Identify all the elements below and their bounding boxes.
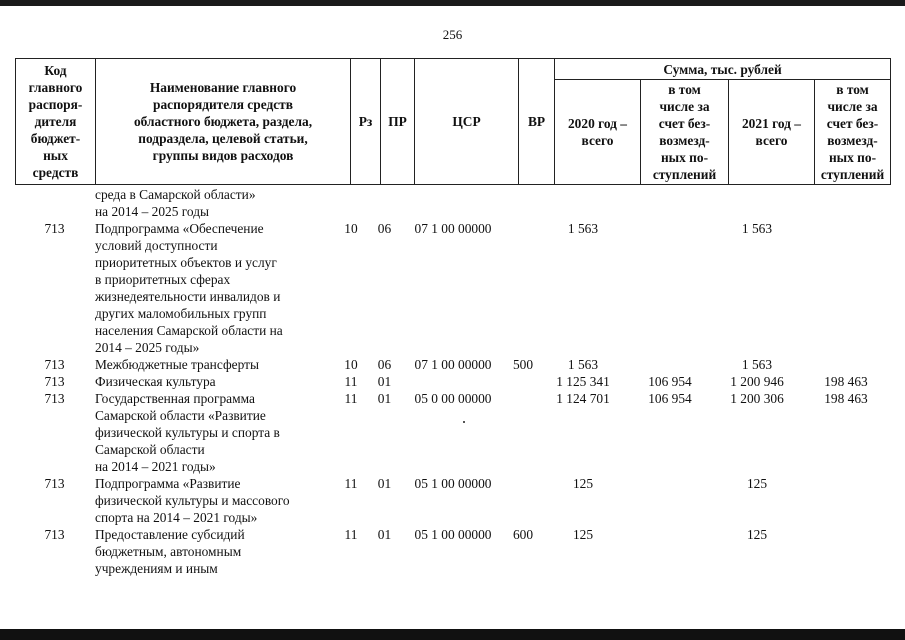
cell-name-line: Предоставление субсидий	[95, 527, 245, 542]
table-row	[15, 475, 890, 526]
cell-name-line: Государственная программа	[95, 391, 255, 406]
cell-name-line: в приоритетных сферах	[95, 272, 231, 287]
header-2020-total: 2020 год – всего	[555, 80, 641, 185]
cell-pr: 01	[377, 374, 392, 389]
table-row	[15, 390, 890, 475]
cell-2021-total: 1 200 946	[730, 374, 784, 389]
scan-edge-top	[0, 0, 905, 6]
cell-2020-total: 1 125 341	[556, 374, 610, 389]
cell-name-line: Подпрограмма «Развитие	[95, 476, 241, 491]
cell-name	[95, 356, 350, 373]
cell-2020-total: 1 563	[567, 357, 599, 372]
cell-name	[95, 475, 350, 526]
cell-vr: 500	[512, 357, 534, 372]
cell-2021-total: 125	[746, 527, 768, 542]
cell-kod: 713	[44, 476, 65, 491]
cell-csr: 07 1 00 00000	[414, 357, 492, 372]
table-header	[15, 58, 891, 185]
cell-name-line: населения Самарской области на	[95, 323, 283, 338]
cell-name-line: среда в Самарской области»	[95, 187, 256, 202]
cell-rz: 10	[344, 221, 358, 236]
cell-csr: 07 1 00 00000	[414, 221, 492, 236]
page-number: 256	[442, 27, 463, 42]
cell-pr: 01	[377, 391, 392, 406]
cell-name-line: условий доступности	[95, 238, 218, 253]
table-row	[15, 220, 890, 356]
table-row	[15, 186, 890, 220]
cell-rz: 10	[344, 357, 358, 372]
cell-kod: 713	[44, 357, 65, 372]
cell-csr: 05 0 00 00000	[414, 391, 492, 406]
cell-name-line: учреждениям и иным	[95, 561, 218, 576]
cell-2020-total: 125	[572, 527, 594, 542]
cell-name	[95, 186, 350, 220]
cell-2020-total: 125	[572, 476, 594, 491]
cell-pr: 01	[377, 527, 392, 542]
cell-rz: 11	[344, 374, 358, 389]
header-kod-lines: Код главного распоря- дителя бюджет- ных средств	[28, 63, 83, 180]
cell-name-line: Самарской области «Развитие	[95, 408, 266, 423]
cell-2020-total: 1 124 701	[556, 391, 610, 406]
cell-pr: 01	[377, 476, 392, 491]
cell-name-line: Межбюджетные трансферты	[95, 357, 259, 372]
cell-2020-gratuitous: 106 954	[648, 391, 692, 406]
scan-speck	[463, 421, 465, 423]
cell-2021-total: 1 200 306	[730, 391, 784, 406]
cell-name-line: жизнедеятельности инвалидов и	[95, 289, 281, 304]
cell-name-line: Физическая культура	[95, 374, 216, 389]
cell-name	[95, 526, 350, 577]
cell-2020-gratuitous: 106 954	[648, 374, 692, 389]
table-row	[15, 526, 890, 577]
header-name: Наименование главного распорядителя средств областного бюджета, раздела, подраздела, целевой статьи, группы видов расходов	[96, 59, 351, 185]
cell-rz: 11	[344, 476, 358, 491]
cell-name-line: других маломобильных групп	[95, 306, 267, 321]
cell-name	[95, 390, 350, 475]
table-row	[15, 356, 890, 373]
header-csr: ЦСР	[415, 59, 519, 185]
cell-kod: 713	[44, 374, 65, 389]
cell-pr: 06	[377, 221, 392, 236]
table-row	[15, 373, 890, 390]
cell-kod: 713	[44, 391, 65, 406]
cell-kod: 713	[44, 527, 65, 542]
cell-kod: 713	[44, 221, 65, 236]
header-sum: Сумма, тыс. рублей	[555, 59, 891, 80]
header-2020-gratuitous: в том числе за счет без- возмезд- ных по- ступлений	[641, 80, 729, 185]
table-body	[15, 186, 890, 577]
cell-name-line: Подпрограмма «Обеспечение	[95, 221, 264, 236]
cell-name-line: на 2014 – 2021 годы»	[95, 459, 216, 474]
cell-csr: 05 1 00 00000	[414, 527, 492, 542]
cell-vr: 600	[512, 527, 534, 542]
cell-name-line: 2014 – 2025 годы»	[95, 340, 200, 355]
cell-rz: 11	[344, 527, 358, 542]
cell-name	[95, 220, 350, 356]
cell-rz: 11	[344, 391, 358, 406]
cell-2021-gratuitous: 198 463	[824, 374, 868, 389]
cell-name-line: физической культуры и массового	[95, 493, 290, 508]
cell-2021-gratuitous: 198 463	[824, 391, 868, 406]
cell-name-line: приоритетных объектов и услуг	[95, 255, 277, 270]
cell-csr: 05 1 00 00000	[414, 476, 492, 491]
header-kod	[16, 59, 96, 185]
cell-name-line: физической культуры и спорта в	[95, 425, 280, 440]
header-2021-total: 2021 год – всего	[729, 80, 815, 185]
cell-name-line: на 2014 – 2025 годы	[95, 204, 210, 219]
cell-2020-total: 1 563	[567, 221, 599, 236]
header-2021-gratuitous: в том числе за счет без- возмезд- ных по- ступлений	[815, 80, 891, 185]
scan-edge-bottom	[0, 629, 905, 640]
cell-2021-total: 125	[746, 476, 768, 491]
cell-2021-total: 1 563	[741, 357, 773, 372]
cell-2021-total: 1 563	[741, 221, 773, 236]
header-vr: ВР	[519, 59, 555, 185]
cell-name-line: бюджетным, автономным	[95, 544, 242, 559]
cell-name-line: Самарской области	[95, 442, 205, 457]
cell-pr: 06	[377, 357, 392, 372]
cell-name-line: спорта на 2014 – 2021 годы»	[95, 510, 258, 525]
header-pr: ПР	[381, 59, 415, 185]
header-rz: Рз	[351, 59, 381, 185]
cell-name	[95, 373, 350, 390]
